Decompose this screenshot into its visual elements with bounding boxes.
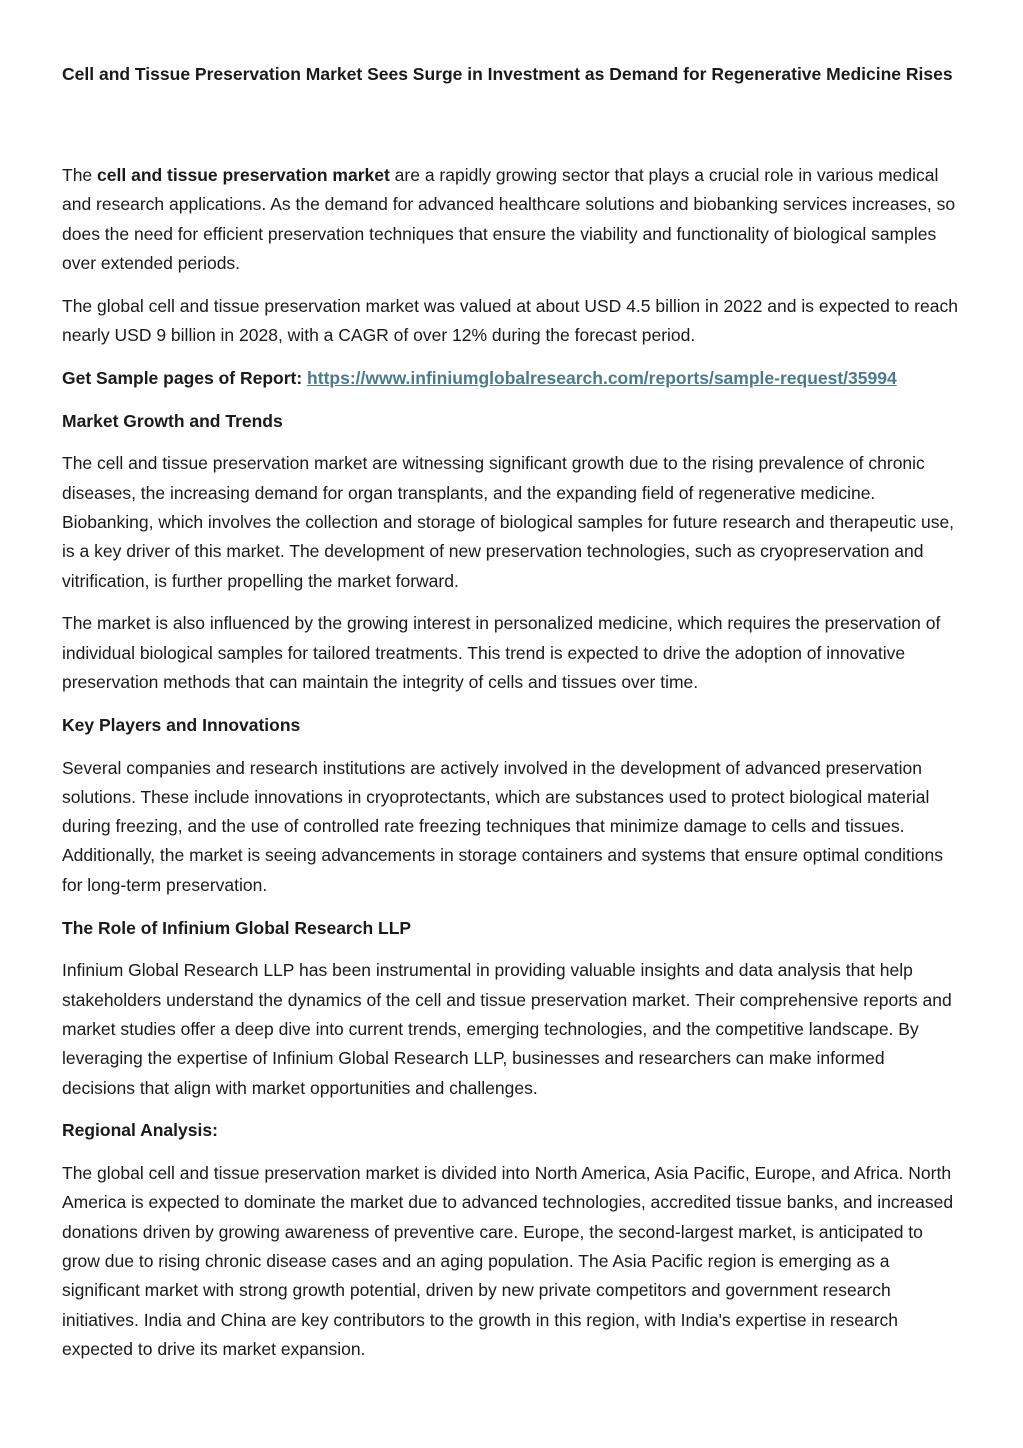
- valuation-paragraph: The global cell and tissue preservation market was valued at about USD 4.5 billion in 2022 and is expected to reach nearly USD 9 billion in 2028, with a CAGR of over 12% during the forecast period.: [62, 295, 958, 345]
- sample-label: Get Sample pages of Report:: [62, 367, 308, 388]
- sample-request-link[interactable]: https://www.infiniumglobalresearch.com/reports/sample-request/35994: [307, 367, 897, 388]
- growth-paragraph-2: The market is also influenced by the growing interest in personalized medicine, which requires the preservation of individual biological samples for tailored treatments. This trend is expected to drive the adoption of innovative preservation methods that can maintain the integrity of cells and tissues over time.: [62, 613, 941, 692]
- players-paragraph: Several companies and research institutions are actively involved in the development of advanced preservation solutions. These include innovations in cryoprotectants, which are substances used to protect biological material during freezing, and the use of controlled rate freezing techniques that minimize damage to cells and tissues. Additionally, the market is seeing advancements in storage containers and systems that ensure optimal conditions for long-term preservation.: [62, 757, 943, 895]
- growth-heading: Market Growth and Trends: [62, 410, 283, 431]
- regional-heading: Regional Analysis:: [62, 1120, 218, 1141]
- growth-paragraph-1: The cell and tissue preservation market are witnessing significant growth due to the rising prevalence of chronic diseases, the increasing demand for organ transplants, and the expanding field of regenerative medicine. Biobanking, which involves the collection and storage of biological samples for future research and therapeutic use, is a key driver of this market. The development of new preservation technologies, such as cryopreservation and vitrification, is further propelling the market forward.: [62, 453, 955, 591]
- regional-paragraph: The global cell and tissue preservation market is divided into North America, Asia Pacific, Europe, and Africa. North America is expected to dominate the market due to advanced technologies, accredited tissue banks, and increased donations driven by growing awareness of preventive care. Europe, the second-largest market, is anticipated to grow due to rising chronic disease cases and an aging population. The Asia Pacific region is emerging as a significant market with strong growth potential, driven by new private competitors and government research initiatives. India and China are key contributors to the growth in this region, with India's expertise in research expected to drive its market expansion.: [62, 1163, 954, 1359]
- intro-bold-term: cell and tissue preservation market: [97, 165, 390, 185]
- sample-line: [62, 364, 962, 393]
- infinium-paragraph: Infinium Global Research LLP has been instrumental in providing valuable insights and data analysis that help stakeholders understand the dynamics of the cell and tissue preservation market. Their comprehensive reports and market studies offer a deep dive into current trends, emerging technologies, and the competitive landscape. By leveraging the expertise of Infinium Global Research LLP, businesses and researchers can make informed decisions that align with market opportunities and challenges.: [62, 960, 952, 1098]
- intro-suffix: are a rapidly growing sector that plays a crucial role in various medical and research applications. As the demand for advanced healthcare solutions and biobanking services increases, so does the need for efficient preservation techniques that ensure the viability and functionality of biological samples over extended periods.: [62, 165, 956, 273]
- players-heading: Key Players and Innovations: [62, 714, 301, 735]
- document-page: [62, 60, 962, 1378]
- document-title: Cell and Tissue Preservation Market Sees Surge in Investment as Demand for Regenerative Medicine Rises: [62, 64, 953, 84]
- intro-paragraph: [62, 161, 962, 278]
- intro-prefix: The: [62, 165, 98, 185]
- infinium-heading: The Role of Infinium Global Research LLP: [62, 917, 412, 938]
